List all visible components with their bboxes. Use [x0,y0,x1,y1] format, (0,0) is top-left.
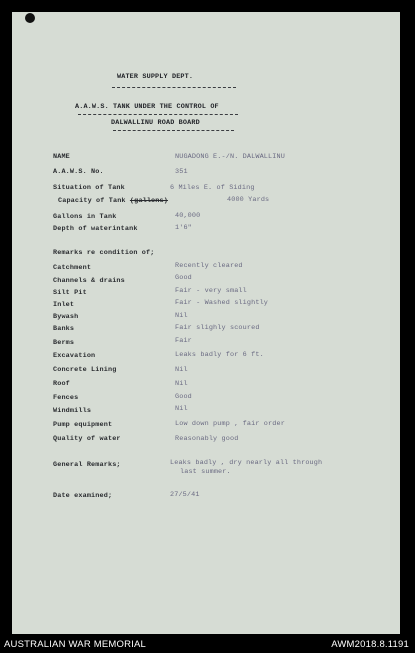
date-examined-label: Date examined; [53,492,113,500]
field-label-gallons: Gallons in Tank [53,213,117,221]
field-value-aaws-no: 351 [175,168,188,176]
condition-value: Nil [175,405,188,413]
field-label-aaws-no: A.A.W.S. No. [53,168,104,176]
condition-label: Fences [53,394,79,402]
accession-number: AWM2018.8.1191 [331,639,409,650]
date-examined-value: 27/5/41 [170,491,200,499]
tank-control-heading: A.A.W.S. TANK UNDER THE CONTROL OF [75,103,219,111]
capacity-label-text: Capacity of Tank [58,197,126,205]
condition-value: Fair - Washed slightly [175,299,269,307]
condition-value: Fair [175,337,192,345]
condition-label: Concrete Lining [53,366,117,374]
condition-label: Berms [53,339,75,347]
condition-value: Nil [175,366,188,374]
condition-value: Fair - very small [175,287,247,295]
general-remarks-line2: last summer. [180,468,231,476]
general-remarks-label: General Remarks; [53,461,121,469]
condition-label: Inlet [53,301,75,309]
road-board-heading: DALWALLINU ROAD BOARD [111,119,200,127]
condition-label: Bywash [53,313,79,321]
condition-label: Catchment [53,264,92,272]
divider [112,87,236,88]
condition-label: Channels & drains [53,277,125,285]
dept-title: WATER SUPPLY DEPT. [117,73,194,81]
condition-label: Quality of water [53,435,121,443]
field-label-situation: Situation of Tank [53,184,125,192]
condition-label: Pump equipment [53,421,113,429]
condition-value: Low down pump , fair order [175,420,285,428]
field-value-situation: 6 Miles E. of Siding [170,184,255,192]
condition-value: Leaks badly for 6 ft. [175,351,264,359]
field-value-depth: 1'6" [175,224,192,232]
field-value-name: NUGADONG E.-/N. DALWALLINU [175,153,285,161]
condition-value: Nil [175,312,188,320]
capacity-struck-unit: (gallons) [129,197,168,205]
divider [78,114,238,115]
condition-value: Fair slighly scoured [175,324,260,332]
condition-value: Good [175,274,192,282]
field-value-gallons: 40,000 [175,212,201,220]
field-value-capacity: 4000 Yards [227,196,270,204]
condition-label: Excavation [53,352,96,360]
remarks-heading: Remarks re condition of; [53,249,155,257]
field-label-depth: Depth of waterintank [53,225,138,233]
condition-value: Good [175,393,192,401]
archive-footer [0,634,415,653]
divider [113,130,234,131]
general-remarks-line1: Leaks badly , dry nearly all through [170,459,323,467]
field-label-name: NAME [53,153,70,161]
condition-label: Silt Pit [53,289,87,297]
condition-value: Recently cleared [175,262,243,270]
condition-label: Banks [53,325,75,333]
condition-value: Reasonably good [175,435,239,443]
condition-value: Nil [175,380,188,388]
field-label-capacity [58,197,168,205]
archive-name: AUSTRALIAN WAR MEMORIAL [4,639,147,650]
condition-label: Windmills [53,407,92,415]
punch-hole [25,13,35,23]
condition-label: Roof [53,380,70,388]
